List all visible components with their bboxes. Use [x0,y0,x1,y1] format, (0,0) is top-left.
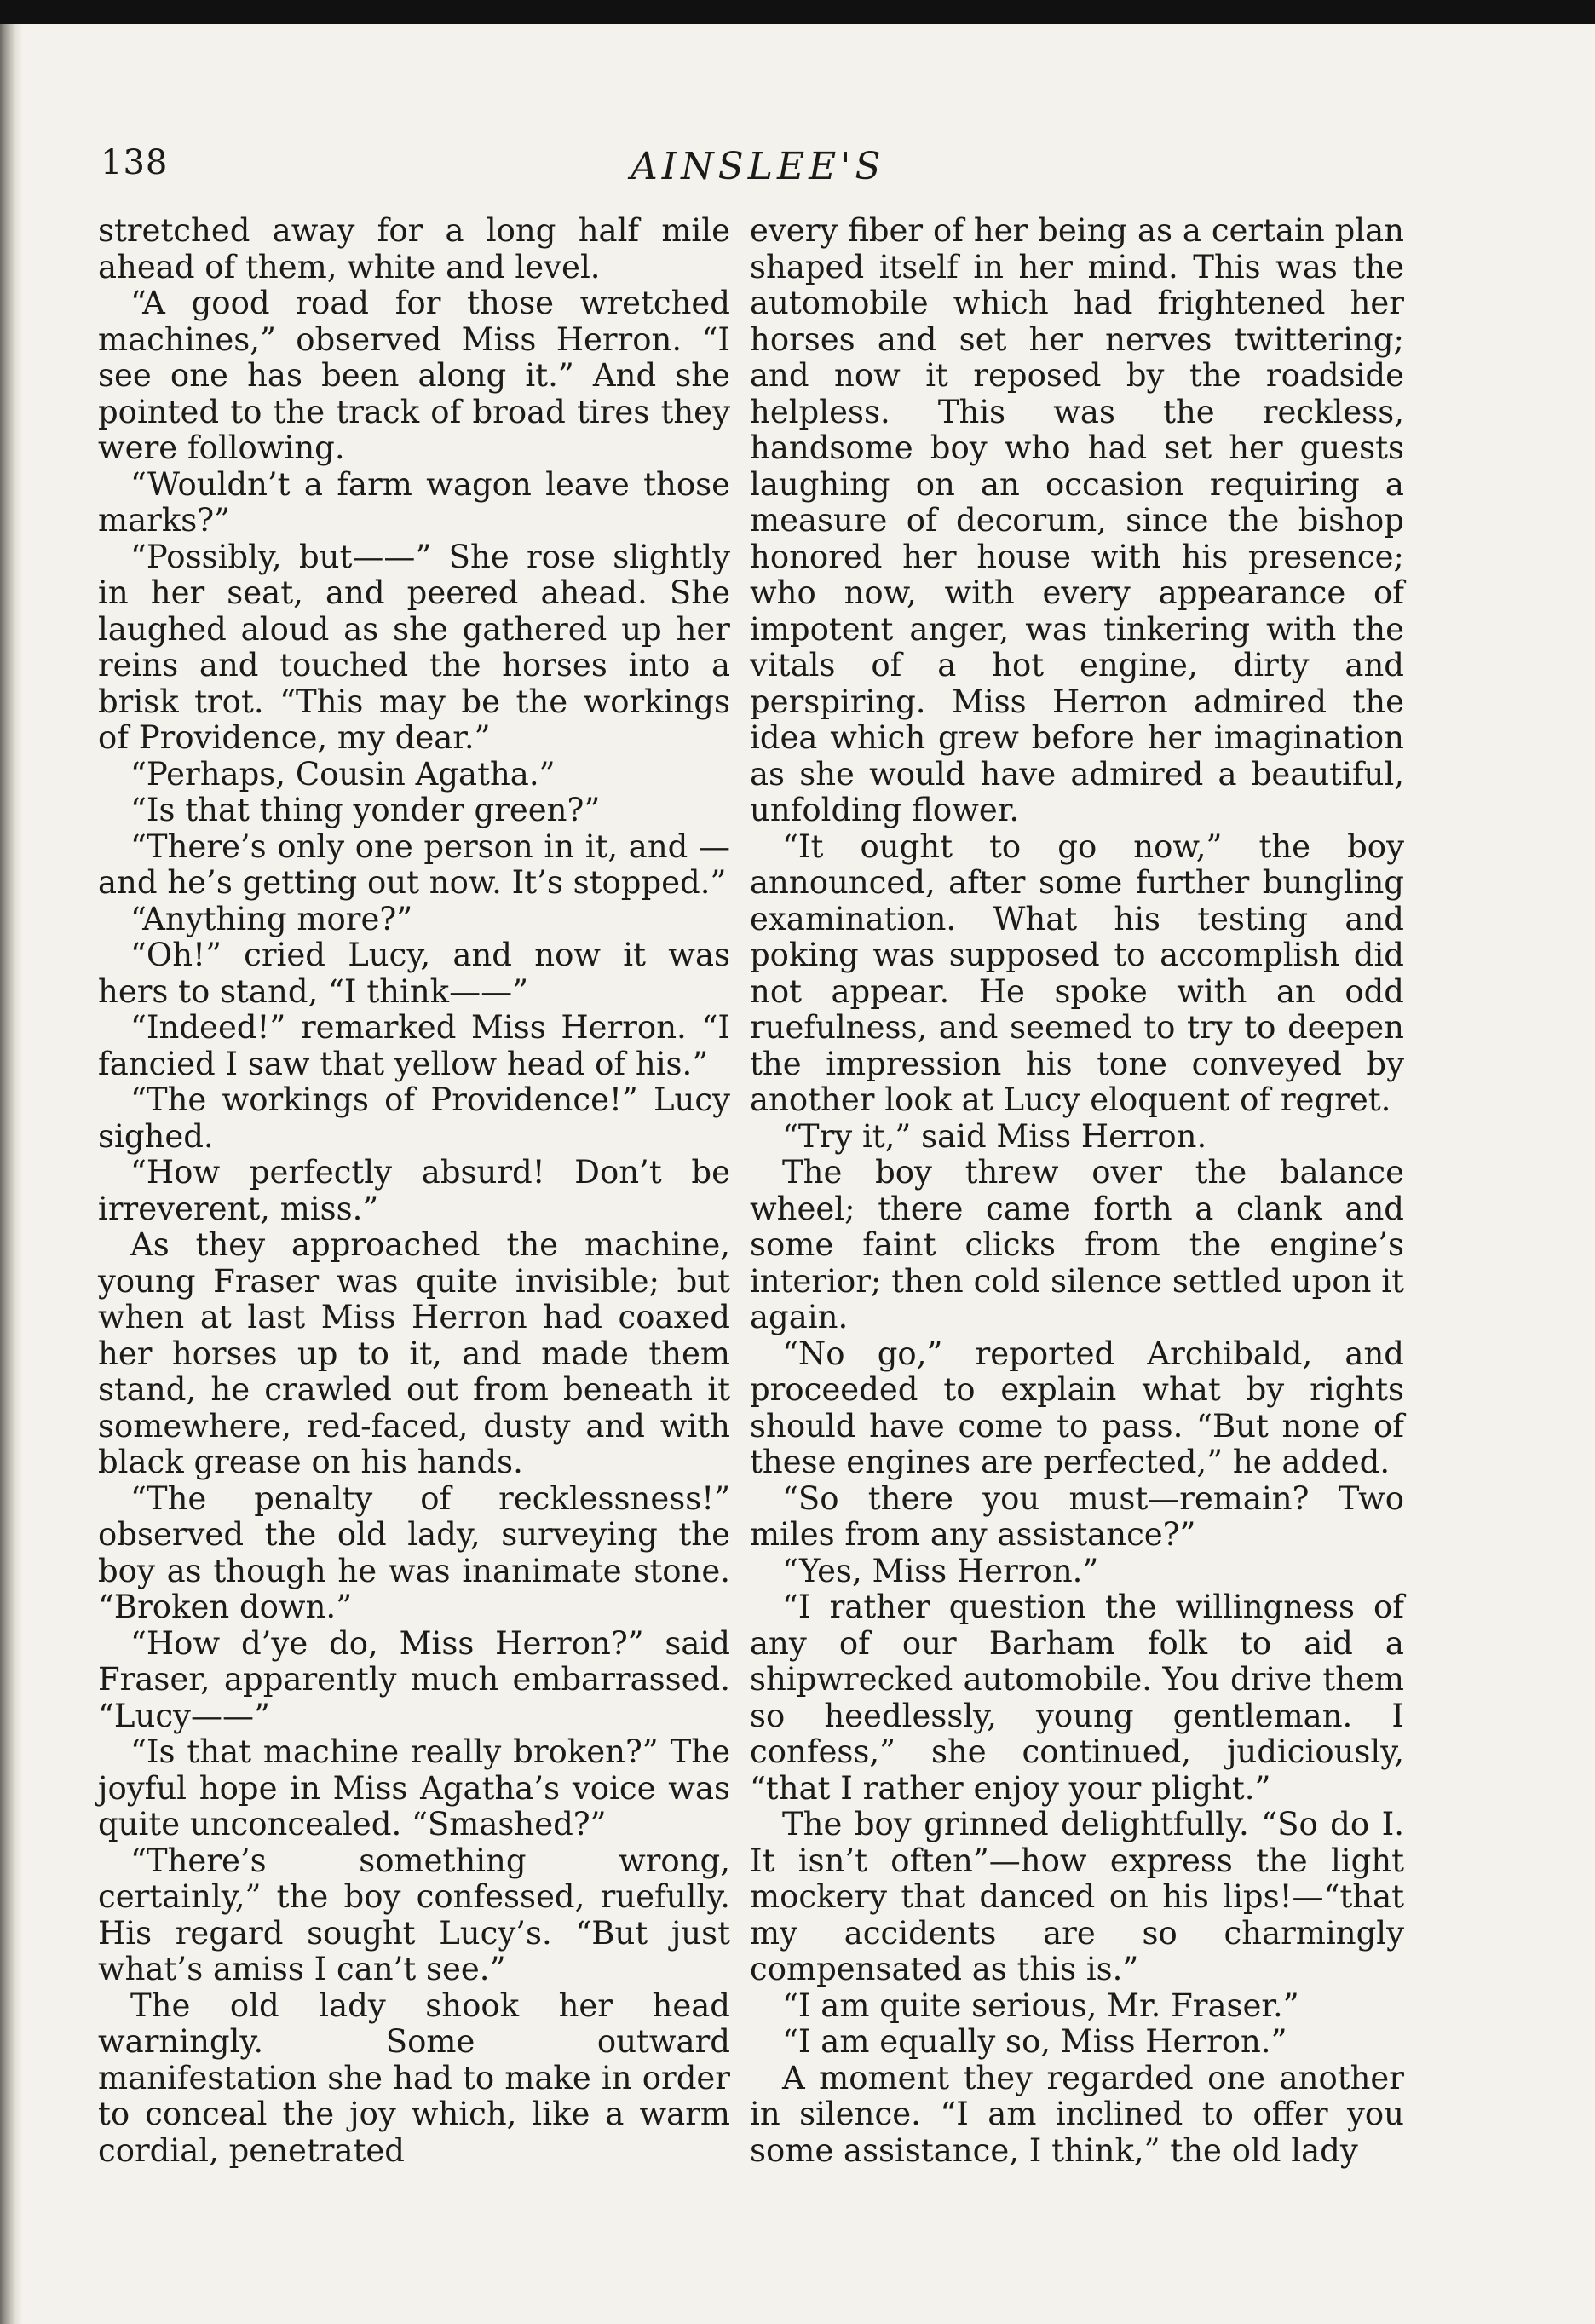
paragraph: “It ought to go now,” the boy announced, after some further bungling examination. What his testing and poking was supposed to accomplish did not appear. He spoke with an odd ruefulness, and seemed to try to deepen the impression his tone conveyed by another look at Lucy eloquent of regret. [750,828,1404,1118]
paragraph: “Anything more?” [130,900,413,937]
left-column [98,213,730,2169]
paragraph: The boy grinned delightfully. “So do I. It isn’t often”—how express the light mockery that danced on his lips!—“that my accidents are so charmingly compensated as this is.” [750,1806,1404,1987]
paragraph: The old lady shook her head warningly. Some outward manifestation she had to make in order to conceal the joy which, like a warm cordial, penetrated [98,1987,730,2169]
paragraph: A moment they regarded one another in silence. “I am inclined to offer you some assistance, I think,” the old lady [750,2059,1404,2169]
paragraph: every fiber of her being as a certain plan shaped itself in her mind. This was the automobile which had frightened her horses and set her nerves twittering; and now it reposed by the roadside helpless. This was the reckless, handsome boy who had set her guests laughing on an occasion requiring a measure of decorum, since the bishop honored her house with his presence; who now, with every appearance of impotent anger, was tinkering with the vitals of a hot engine, dirty and perspiring. Miss Herron admired the idea which grew before her imagination as she would have admired a beautiful, unfolding flower. [750,212,1404,828]
paragraph: “There’s something wrong, certainly,” the boy confessed, ruefully. His regard sought Lucy’s. “But just what’s amiss I can’t see.” [98,1842,730,1987]
scan-top-border [0,0,1595,24]
paragraph: “There’s only one person in it, and —and he’s getting out now. It’s stopped.” [98,828,730,901]
paragraph: “Oh!” cried Lucy, and now it was hers to stand, “I think——” [98,937,730,1010]
paragraph: “Perhaps, Cousin Agatha.” [130,755,556,793]
paragraph: “I am equally so, Miss Herron.” [782,2023,1287,2060]
paragraph: “I am quite serious, Mr. Fraser.” [782,1987,1299,2024]
paragraph: “How d’ye do, Miss Herron?” said Fraser, apparently much embarrassed. “Lucy——” [98,1624,730,1734]
paragraph: The boy threw over the balance wheel; there came forth a clank and some faint clicks from the engine’s interior; then cold silence settled upon it again. [750,1154,1404,1335]
running-head: AINSLEE'S [631,145,885,188]
paragraph: “So there you must—remain? Two miles from any assistance?” [750,1479,1404,1553]
paragraph: “Wouldn’t a farm wagon leave those marks?” [98,465,730,539]
paragraph: “The workings of Providence!” Lucy sighed. [98,1081,730,1155]
paragraph: “The penalty of recklessness!” observed the old lady, surveying the boy as though he was inanimate stone. “Broken down.” [98,1479,730,1625]
paragraph: “Possibly, but——” She rose slightly in her seat, and peered ahead. She laughed aloud as she gathered up her reins and touched the horses into a brisk trot. “This may be the workings of Providence, my dear.” [98,538,730,756]
paragraph: “Yes, Miss Herron.” [782,1552,1099,1589]
paragraph: “I rather question the willingness of any of our Barham folk to aid a shipwrecked automobile. You drive them so heedlessly, young gentleman. I confess,” she continued, judiciously, “that I rather enjoy your plight.” [750,1589,1404,1807]
paragraph: “A good road for those wretched machines,” observed Miss Herron. “I see one has been along it.” And she pointed to the track of broad tires they were following. [98,285,730,466]
paragraph: “Try it,” said Miss Herron. [782,1117,1207,1155]
right-column [750,213,1404,2169]
paragraph: As they approached the machine, young Fraser was quite invisible; but when at last Miss Herron had coaxed her horses up to it, and made them stand, he crawled out from beneath it somewhere, red-faced, dusty and with black grease on his hands. [98,1226,730,1480]
paragraph: “No go,” reported Archibald, and proceeded to explain what by rights should have come to pass. “But none of these engines are perfected,” he added. [750,1335,1404,1480]
page-number: 138 [101,143,169,182]
paragraph: “Is that thing yonder green?” [130,792,601,828]
paragraph: stretched away for a long half mile ahead of them, white and level. [98,212,730,285]
scan-binding-edge [0,24,22,2324]
paragraph: “How perfectly absurd! Don’t be irreverent, miss.” [98,1154,730,1227]
paragraph: “Indeed!” remarked Miss Herron. “I fancied I saw that yellow head of his.” [98,1009,730,1082]
paragraph: “Is that machine really broken?” The joyful hope in Miss Agatha’s voice was quite unconcealed. “Smashed?” [98,1733,730,1842]
